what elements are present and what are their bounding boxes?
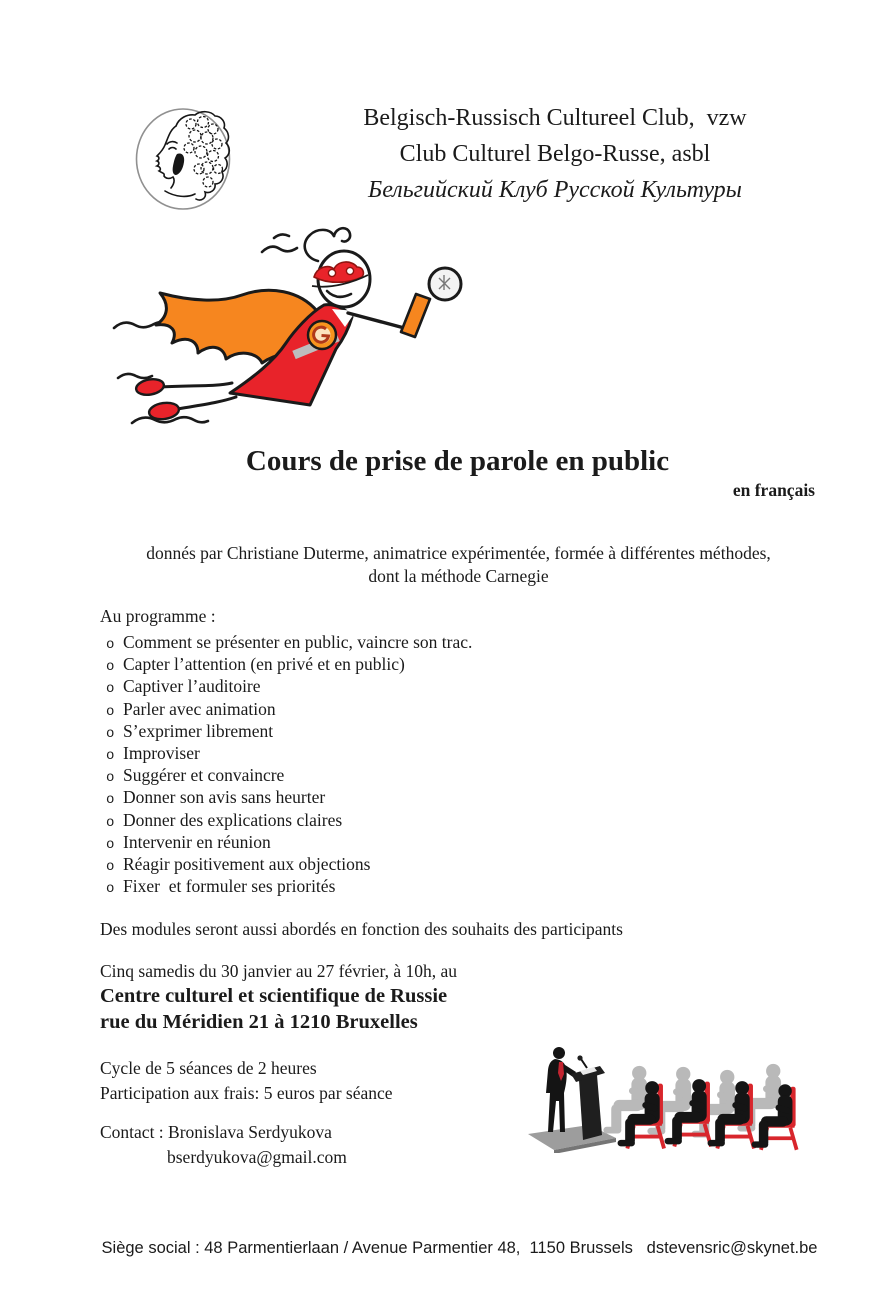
contact-block bbox=[100, 1120, 347, 1170]
club-header bbox=[288, 100, 822, 208]
bullet-marker: o bbox=[106, 792, 115, 809]
bullet-marker: o bbox=[106, 836, 115, 853]
program-item bbox=[100, 720, 740, 742]
venue-name: Centre culturel et scientifique de Russie bbox=[100, 985, 448, 1007]
program-list bbox=[100, 631, 740, 897]
program-item bbox=[100, 875, 740, 897]
language-note: en français bbox=[732, 480, 815, 500]
bullet-marker: o bbox=[106, 881, 115, 898]
intro-paragraph bbox=[0, 542, 891, 587]
pricing-block bbox=[100, 1056, 393, 1106]
footer-address: Siège social : 48 Parmentierlaan / Avenue Parmentier 48, 1150 Brussels dstevensric@skynet.be bbox=[101, 1239, 818, 1257]
microphone-handle bbox=[401, 294, 430, 337]
program-item-text: Intervenir en réunion bbox=[123, 831, 271, 852]
club-name-russian: Бельгийский Клуб Русской Культуры bbox=[368, 177, 742, 203]
bullet-marker: o bbox=[106, 770, 115, 787]
pricing-fee: Participation aux frais: 5 euros par séance bbox=[100, 1083, 393, 1103]
bullet-marker: o bbox=[106, 659, 115, 676]
schedule-dates: Cinq samedis du 30 janvier au 27 février, à 10h, au bbox=[100, 961, 457, 981]
intro-line-1: donnés par Christiane Duterme, animatrice expérimentée, formée à différentes méthodes, bbox=[146, 543, 771, 563]
bullet-marker: o bbox=[106, 858, 115, 875]
page-title: Cours de prise de parole en public bbox=[245, 445, 670, 477]
contact-email: bserdyukova@gmail.com bbox=[167, 1147, 347, 1167]
bullet-marker: o bbox=[106, 637, 115, 653]
program-item bbox=[100, 631, 740, 653]
intro-line-2: dont la méthode Carnegie bbox=[368, 565, 549, 586]
program-item-text: Donner son avis sans heurter bbox=[123, 787, 326, 808]
program-item bbox=[100, 764, 740, 786]
program-item-text: Comment se présenter en public, vaincre son trac. bbox=[123, 632, 473, 652]
venue-address: rue du Méridien 21 à 1210 Bruxelles bbox=[100, 1010, 418, 1033]
chest-emblem-icon bbox=[308, 321, 336, 349]
program-item bbox=[100, 698, 740, 720]
venue-block bbox=[100, 984, 447, 1035]
club-name-french: Club Culturel Belgo-Russe, asbl bbox=[399, 141, 711, 167]
program-item bbox=[100, 675, 740, 697]
program-item bbox=[100, 853, 740, 875]
program-item bbox=[100, 831, 740, 853]
speaker-audience-illustration bbox=[525, 1038, 810, 1153]
program-item-text: Réagir positivement aux objections bbox=[123, 853, 371, 874]
bullet-marker: o bbox=[106, 747, 115, 764]
contact-name: Contact : Bronislava Serdyukova bbox=[100, 1122, 332, 1142]
program-item bbox=[100, 809, 740, 831]
bullet-marker: o bbox=[106, 703, 115, 720]
bullet-marker: o bbox=[106, 814, 115, 831]
program-item-text: Suggérer et convaincre bbox=[123, 765, 285, 786]
speaker-silhouette bbox=[546, 1047, 576, 1132]
program-item bbox=[100, 742, 740, 764]
shoe-icon bbox=[135, 377, 165, 397]
bullet-marker: o bbox=[106, 725, 115, 742]
program-item bbox=[100, 786, 740, 808]
arm bbox=[348, 313, 408, 329]
program-item-text: Fixer et formuler ses priorités bbox=[123, 876, 336, 897]
podium-platform bbox=[528, 1125, 616, 1150]
superwoman-speaker-illustration bbox=[112, 225, 474, 442]
program-item-text: Parler avec animation bbox=[123, 698, 276, 719]
program-item bbox=[100, 653, 740, 675]
club-name-dutch: Belgisch-Russisch Cultureel Club, vzw bbox=[363, 105, 747, 131]
pricing-cycle: Cycle de 5 séances de 2 heures bbox=[100, 1058, 317, 1078]
program-item-text: Donner des explications claires bbox=[123, 809, 343, 830]
pushkin-portrait-logo-icon bbox=[133, 106, 234, 213]
program-item-text: S’exprimer librement bbox=[123, 720, 274, 741]
program-heading: Au programme : bbox=[100, 606, 216, 626]
bullet-marker: o bbox=[106, 681, 115, 698]
modules-note: Des modules seront aussi abordés en fonction des souhaits des participants bbox=[100, 919, 623, 939]
program-item-text: Improviser bbox=[123, 742, 200, 763]
program-item-text: Capter l’attention (en privé et en public) bbox=[123, 654, 405, 675]
program-item-text: Captiver l’auditoire bbox=[123, 676, 261, 697]
